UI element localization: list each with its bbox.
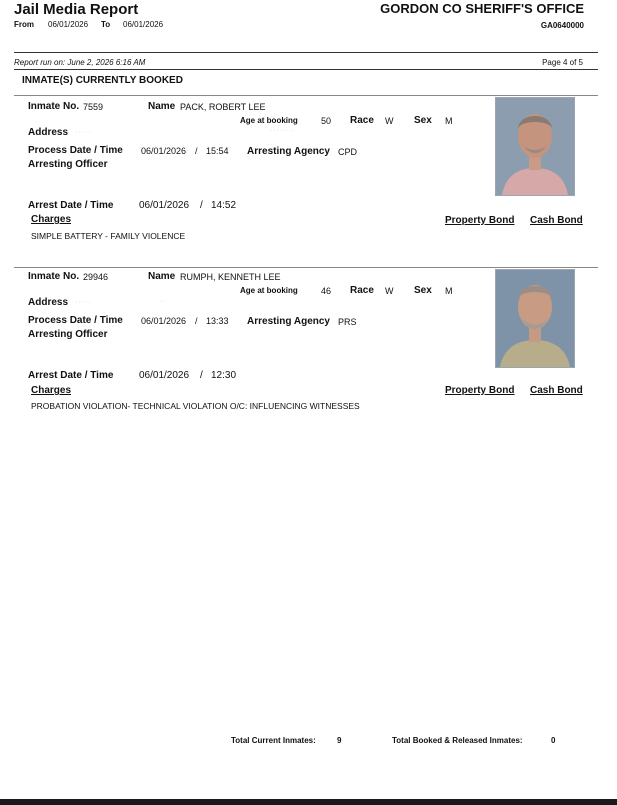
arrest-dt-label: Arrest Date / Time xyxy=(28,200,114,211)
arrest-date: 06/01/2026 xyxy=(139,200,190,211)
record-divider xyxy=(14,267,598,268)
arrest-time: 14:52 xyxy=(211,200,237,211)
from-label: From xyxy=(14,20,34,29)
cash-bond-label: Cash Bond xyxy=(530,385,583,396)
charges-label: Charges xyxy=(31,214,72,225)
process-dt-label: Process Date / Time xyxy=(28,145,123,156)
property-bond-label: Property Bond xyxy=(445,215,515,226)
arresting-agency-label: Arresting Agency xyxy=(247,146,330,157)
race-value: W xyxy=(385,286,394,296)
process-time: 15:54 xyxy=(206,146,229,156)
arrest-separator: / xyxy=(200,370,203,381)
arresting-agency-value: PRS xyxy=(338,317,357,327)
arresting-agency-value: CPD xyxy=(338,147,358,157)
report-title: Jail Media Report xyxy=(14,1,139,18)
age-value: 50 xyxy=(321,116,332,126)
process-date: 06/01/2026 xyxy=(141,316,187,326)
age-label: Age at booking xyxy=(240,286,298,295)
total-current-value: 9 xyxy=(337,736,342,745)
charges-value: PROBATION VIOLATION- TECHNICAL VIOLATION O/C: INFLUENCING WITNESSES xyxy=(31,401,360,411)
process-date: 06/01/2026 xyxy=(141,146,187,156)
arrest-date: 06/01/2026 xyxy=(139,370,190,381)
race-label: Race xyxy=(350,115,374,126)
total-booked-released-label: Total Booked & Released Inmates: xyxy=(392,736,523,745)
address-redacted: ····· xyxy=(75,299,92,306)
total-booked-released-value: 0 xyxy=(551,736,556,745)
page-number: Page 4 of 5 xyxy=(542,58,583,67)
section-rule-top xyxy=(14,69,598,70)
sex-value: M xyxy=(445,116,453,126)
agency-name: GORDON CO SHERIFF'S OFFICE xyxy=(380,1,584,16)
inmate-no-value: 29946 xyxy=(83,272,109,282)
from-date: 06/01/2026 xyxy=(48,20,89,29)
process-dt-label: Process Date / Time xyxy=(28,315,123,326)
charges-value: SIMPLE BATTERY - FAMILY VIOLENCE xyxy=(31,231,186,241)
to-date: 06/01/2026 xyxy=(123,20,164,29)
sex-label: Sex xyxy=(414,285,432,296)
race-value: W xyxy=(385,116,394,126)
cash-bond-label: Cash Bond xyxy=(530,215,583,226)
sex-value: M xyxy=(445,286,453,296)
name-value: RUMPH, KENNETH LEE xyxy=(180,272,281,282)
report-run: Report run on: June 2, 2026 6:16 AM xyxy=(14,58,146,67)
name-label: Name xyxy=(148,101,176,112)
total-current-label: Total Current Inmates: xyxy=(231,736,316,745)
inmate-no-label: Inmate No. xyxy=(28,101,80,112)
to-label: To xyxy=(101,20,111,29)
arresting-agency-label: Arresting Agency xyxy=(247,316,330,327)
mugshot-placeholder-icon xyxy=(496,98,574,195)
name-label: Name xyxy=(148,271,176,282)
charges-label: Charges xyxy=(31,385,72,396)
inmate-photo xyxy=(495,269,575,368)
address-redacted: ····· xyxy=(75,129,92,136)
age-label: Age at booking xyxy=(240,116,298,125)
address-label: Address xyxy=(28,297,69,308)
age-value: 46 xyxy=(321,286,332,296)
mugshot-placeholder-icon xyxy=(496,270,574,367)
address-redacted-2: ······· xyxy=(270,127,294,134)
arrest-dt-label: Arrest Date / Time xyxy=(28,370,114,381)
property-bond-label: Property Bond xyxy=(445,385,515,396)
arresting-officer-label: Arresting Officer xyxy=(28,329,108,340)
page-bottom-edge xyxy=(0,799,617,805)
address-redacted-2: ·· xyxy=(160,298,167,305)
ori-code: GA0640000 xyxy=(540,21,584,30)
process-separator: / xyxy=(195,146,198,156)
arresting-officer-label: Arresting Officer xyxy=(28,159,108,170)
address-label: Address xyxy=(28,127,69,138)
sex-label: Sex xyxy=(414,115,432,126)
inmate-no-value: 7559 xyxy=(83,102,104,112)
header-rule xyxy=(14,52,598,53)
name-value: PACK, ROBERT LEE xyxy=(180,102,266,112)
section-rule-bottom xyxy=(14,95,598,96)
inmate-no-label: Inmate No. xyxy=(28,271,80,282)
race-label: Race xyxy=(350,285,374,296)
arrest-time: 12:30 xyxy=(211,370,237,381)
inmate-photo xyxy=(495,97,575,196)
arrest-separator: / xyxy=(200,200,203,211)
section-title: INMATE(S) CURRENTLY BOOKED xyxy=(22,75,183,86)
process-separator: / xyxy=(195,316,198,326)
process-time: 13:33 xyxy=(206,316,229,326)
